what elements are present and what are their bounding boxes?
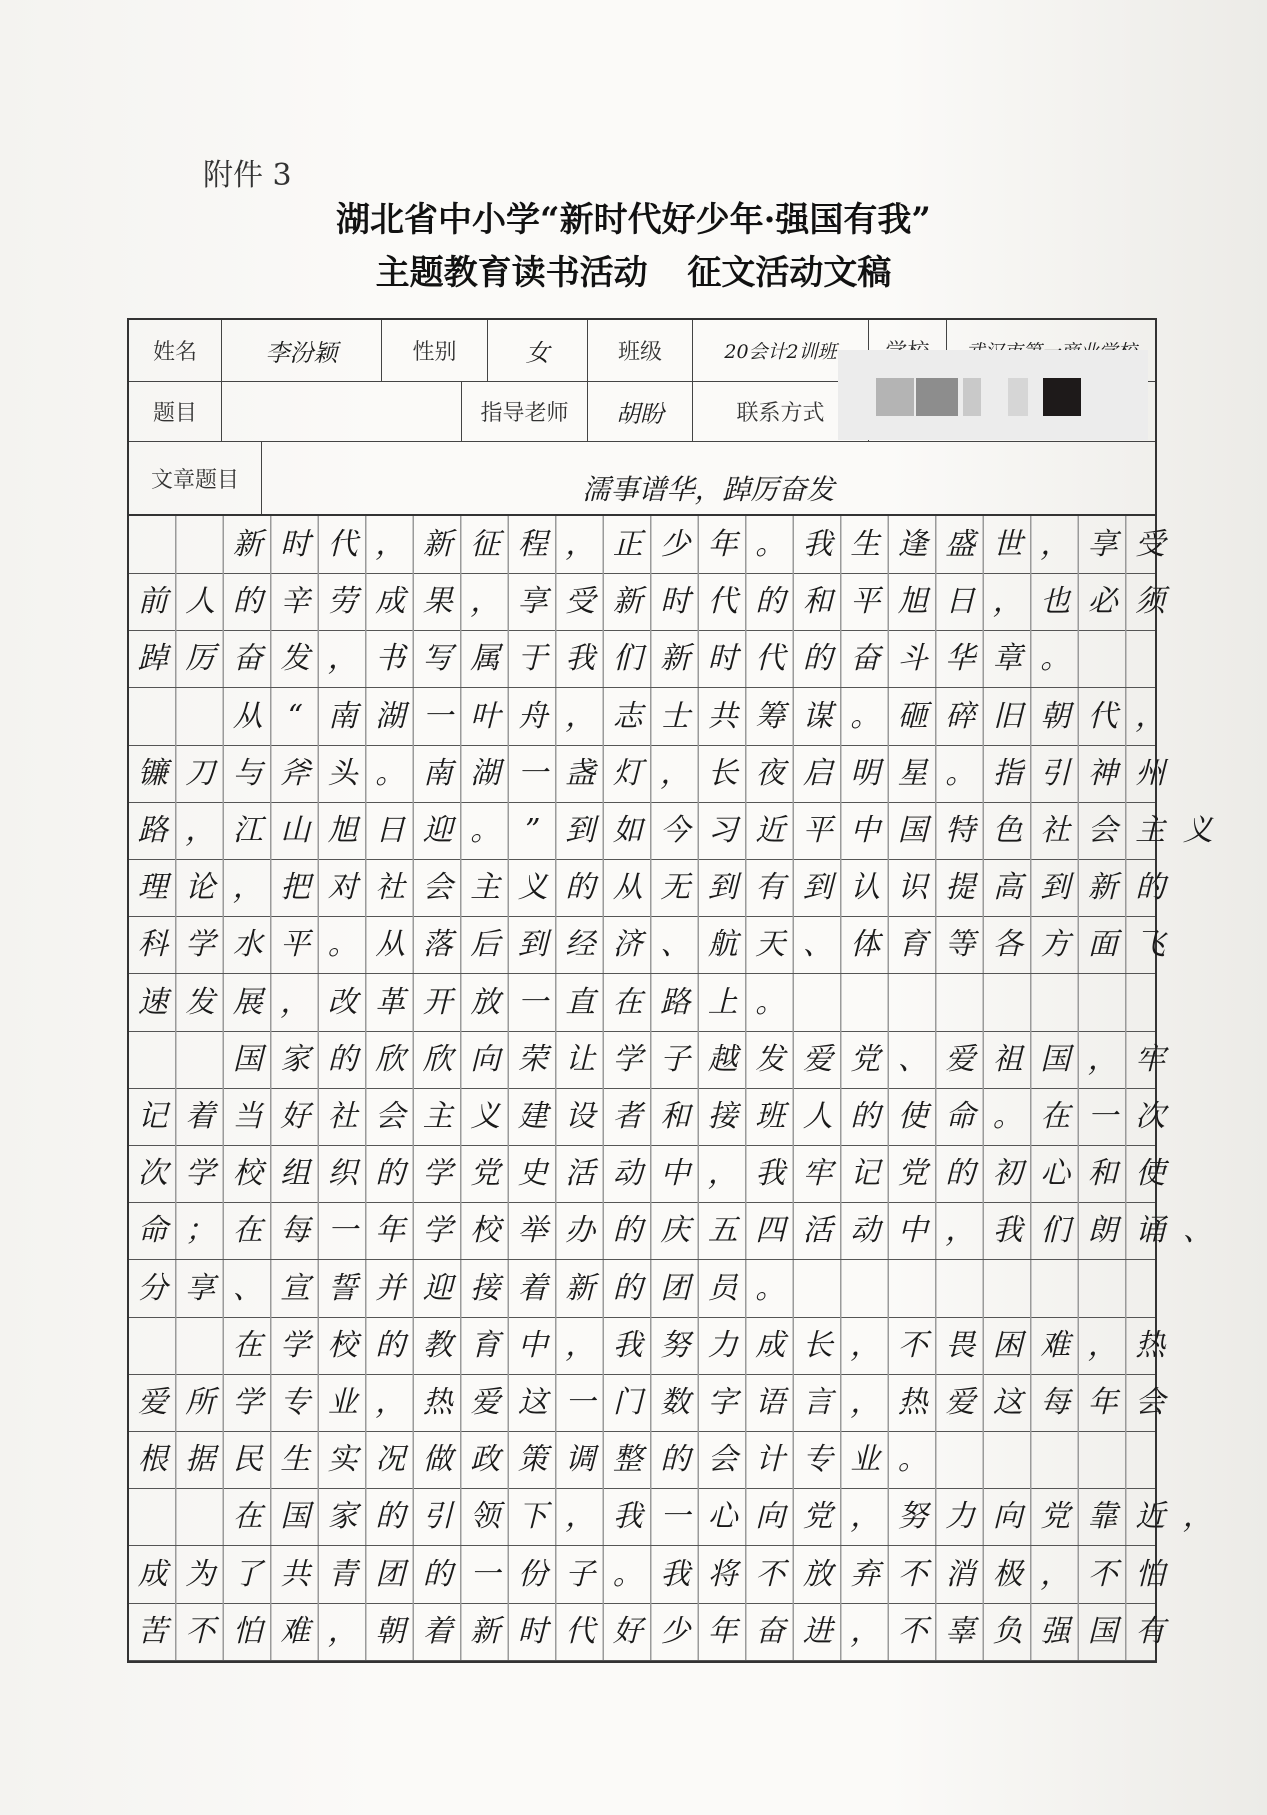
essay-line [129,1317,1166,1375]
gender-value-cell [488,320,588,381]
teacher-value: 胡盼 [616,400,664,428]
essay-line-text: 爱 所 学 专 业 ， 热 爱 这 一 门 数 字 语 言 ， 热 爱 这 每 年 会 [137,1385,1166,1420]
essay-line [129,1374,1166,1432]
document-subtitle [0,245,1267,294]
teacher-label-cell [462,382,588,441]
essay-line-text: 在 学 校 的 教 育 中 ， 我 努 力 成 长 ， 不 畏 困 难 ， 热 [232,1327,1166,1363]
essay-line-text: 镰 刀 与 斧 头 。 南 湖 一 盏 灯 ， 长 夜 启 明 星 。 指 引 神 州 [137,755,1166,791]
subtitle-part-b: 征文活动文稿 [687,253,892,293]
essay-line-text: 命 ； 在 每 一 年 学 校 举 办 的 庆 五 四 活 动 中 ， 我 们 朗 诵 、 [137,1213,1213,1249]
topic-label: 题目 [152,401,197,426]
name-label-cell [129,320,222,381]
class-label-cell [588,320,693,381]
essay-line-text: 路 ， 江 山 旭 日 迎 。 ” 到 如 今 习 近 平 中 国 特 色 社 会 主 义 [137,813,1213,848]
essay-line [129,1145,1166,1203]
essay-title-label-cell [129,442,262,514]
essay-line-text: 在 国 家 的 引 领 下 ， 我 一 心 向 党 ， 努 力 向 党 靠 近 ， [232,1499,1213,1535]
gender-value: 女 [525,339,550,367]
essay-line [129,1031,1166,1089]
essay-line [129,1202,1213,1260]
essay-line-text: 理 论 ， 把 对 社 会 主 义 的 从 无 到 有 到 认 识 提 高 到 新 的 [137,870,1166,906]
form-row-essay-title [129,442,1155,516]
essay-line [129,630,1155,688]
essay-line [129,802,1213,860]
teacher-label: 指导老师 [480,401,569,426]
entry-form [127,318,1213,1663]
essay-line [129,745,1166,803]
contact-label: 联系方式 [736,401,825,426]
essay-title-value: 濡事谱华，踔厉奋发 [582,473,835,506]
topic-label-cell [129,382,222,441]
essay-line-text: 新 时 代 ， 新 征 程 ， 正 少 年 。 我 生 逢 盛 世 ， 享 受 [232,527,1166,562]
essay-line-text: 前 人 的 辛 劳 成 果 ， 享 受 新 时 代 的 和 平 旭 日 ， 也 必 须 [137,584,1166,620]
class-label: 班级 [617,340,662,365]
essay-line [129,916,1166,974]
essay-line [129,1603,1166,1661]
essay-line-text: 根 据 民 生 实 况 做 政 策 调 整 的 会 计 专 业 。 [137,1442,928,1478]
essay-line [129,974,1155,1032]
essay-line-text: 苦 不 怕 难 ， 朝 着 新 时 代 好 少 年 奋 进 ， 不 辜 负 强 国 有 [137,1613,1166,1649]
redacted-contact [838,350,1148,440]
essay-line [129,1546,1166,1604]
essay-line [129,1431,1155,1489]
essay-line [129,1488,1213,1546]
class-value: 20会计2训班 [724,341,837,363]
attachment-label: 附件 3 [203,158,292,193]
topic-value-cell [222,382,462,441]
essay-title-label: 文章题目 [150,467,239,493]
essay-grid [129,516,1213,1661]
name-value: 李汾颖 [265,339,338,367]
essay-line-text: 从 “ 南 湖 一 叶 舟 ， 志 士 共 筹 谋 。 砸 碎 旧 朝 代 ， [232,698,1166,734]
essay-line-text: 记 着 当 好 社 会 主 义 建 设 者 和 接 班 人 的 使 命 。 在 一 次 [137,1099,1166,1134]
gender-label-cell [382,320,488,381]
essay-line [129,573,1166,631]
essay-line [129,688,1166,746]
essay-line [129,1260,1155,1318]
essay-line-text: 科 学 水 平 。 从 落 后 到 经 济 、 航 天 、 体 育 等 各 方 面 飞 [137,927,1166,963]
essay-line-text: 次 学 校 组 织 的 学 党 史 活 动 中 ， 我 牢 记 党 的 初 心 和 使 [137,1156,1166,1192]
name-label: 姓名 [152,340,197,365]
essay-line-text: 速 发 展 ， 改 革 开 放 一 直 在 路 上 。 [137,984,786,1020]
document-title: 湖北省中小学“新时代好少年·强国有我” [336,200,931,240]
essay-title-value-cell [262,442,1155,514]
gender-label: 性别 [412,340,457,365]
essay-line [129,1088,1166,1146]
essay-line [129,859,1166,917]
name-value-cell [222,320,382,381]
teacher-value-cell [588,382,693,441]
essay-line-text: 成 为 了 共 青 团 的 一 份 子 。 我 将 不 放 弃 不 消 极 ， 不 怕 [137,1556,1166,1592]
subtitle-part-a: 主题教育读书活动 [375,253,648,293]
essay-line-text: 踔 厉 奋 发 ， 书 写 属 于 我 们 新 时 代 的 奋 斗 华 章 。 [137,641,1071,677]
essay-line-text: 分 享 、 宣 誓 并 迎 接 着 新 的 团 员 。 [137,1270,786,1306]
essay-line-text: 国 家 的 欣 欣 向 荣 让 学 子 越 发 爱 党 、 爱 祖 国 ， 牢 [232,1041,1166,1077]
essay-line [129,516,1166,574]
